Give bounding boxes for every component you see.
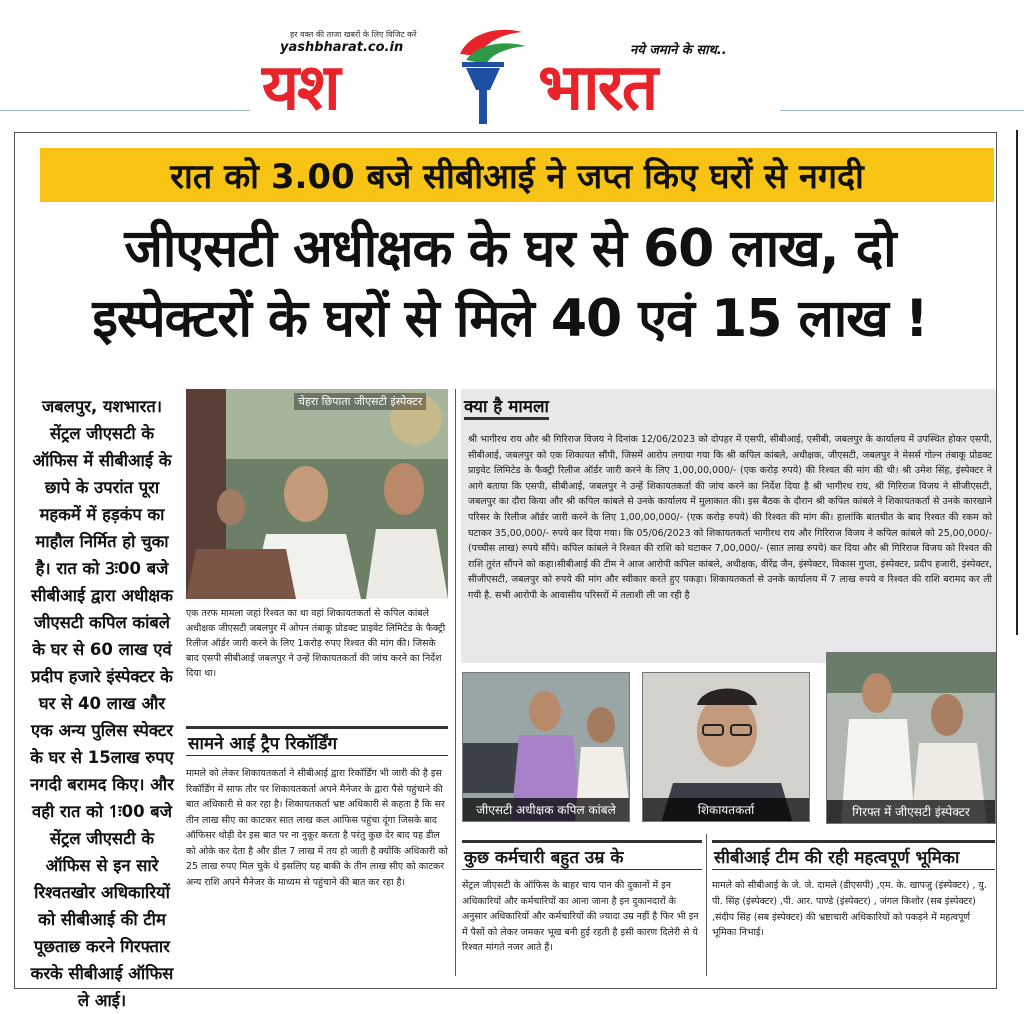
photo1-story-text: एक तरफ मामला जहां रिश्वत का था वहां शिकायतकर्ता से कपिल कांबले अधीक्षक जीएसटी जबलपुर में ओपन तंबाकू प्रोडक्ट प्राइवेट लिमिटेड के फैक्ट्री रिलीज ऑर्डर जारी करने के लिए 1करोड़ रुपए रिश्वत की मांग की। जिसके बाद एसपी सीबीआई जबलपुर ने उन्हें शिकायतकर्ता की जांच करने का निर्देश दिया था। (186, 608, 446, 679)
photo-superintendent (462, 672, 630, 822)
masthead (0, 0, 1024, 125)
masthead-tagline-right: नये जमाने के साथ.. (630, 43, 727, 58)
masthead-rule-left (0, 110, 250, 111)
masthead-rule-right (780, 110, 1024, 111)
photo-caption: गिरफ्त में जीएसटी इंस्पेक्टर (827, 800, 995, 823)
photo-illustration (186, 389, 448, 599)
lead-story-column: जबलपुर, यशभारत। सेंट्रल जीएसटी के ऑफिस में सीबीआई के छापे के उपरांत पूरा महकमें में हड़कंप का माहौल निर्मित हो चुका है। रात को 3ः00 बजे सीबीआई द्वारा अधीक्षक जीएसटी कपिल कांबले के घर से 60 लाख एवं प्रदीप हजारे इंस्पेक्टर के घर से 40 लाख और एक अन्य पुलिस स्पेक्टर के घर से 15लाख रुपए नगदी बरामद किए। और वही रात को 1ः00 बजे सेंट्रल जीएसटी के ऑफिस से इन सारे रिश्वतखोर अधिकारियों को सीबीआई की टीम पूछताछ करने गिरफ्तार करके सीबीआई ऑफिस ले आई। (30, 397, 174, 1010)
column-divider (455, 389, 456, 976)
photo-caption: जीएसटी अधीक्षक कपिल कांबले (463, 798, 629, 821)
photo-caption: शिकायतकर्ता (643, 798, 809, 821)
photo-complainant (642, 672, 810, 822)
headline-line-2: इस्पेक्टरों के घरों से मिले 40 एवं 15 लाख ! (92, 289, 928, 349)
trap-recording-heading: सामने आई ट्रैप रिकॉर्डिंग (186, 726, 448, 756)
trap-recording-text: मामले को लेकर शिकायतकर्ता ने सीबीआई द्वारा रिकॉर्डिंग भी जारी की है इस रिकॉर्डिंग में साफ तौर पर शिकायतकर्ता अपने मैनेजर के द्वारा पैसे पहुंचाने की बात अधिकारी से कर रहा है। शिकायतकर्ता भ्रष्ट अधिकारी से कहता है कि सर तीन लाख सीए का काटकर सात लाख कल आफिस पहुंचा दूंगा जिसके बाद ऑफिसर थोड़ी देर इस बात पर ना नुकूर करता है परंतु कुछ देर बाद यह डील को ओके कर देता है और डील 7 लाख में तय हो जाती है क्योंकि अधिकारी को 25 लाख रुपए मिल चुके थे इसलिए यह बाकी के तीन लाख सीए को काटकर अन्य राशि अपने मैनेजर के माध्यम से पहुंचाने की बात कर रहा है। (186, 768, 448, 888)
case-details-text: श्री भागीरथ राय और श्री गिरिराज विजय ने दिनांक 12/06/2023 को दोपहर में एसपी, सीबीआई, एसीबी, जबलपुर के कार्यालय में उपस्थित होकर एसपी, सीबीआई, जबलपुर को एक शिकायत सौंपी, जिसमें आरोप लगाया गया कि श्री कपिल कांबले, अधीक्षक, जीएसटी, जबलपुर ने मेसर्स गोल्न तंबाकू प्रोडक्ट प्राइवेट लिमिटेड के फैक्ट्री रिलीज ऑर्डर जारी करने के लिए 1,00,00,000/- (एक करोड़ रुपये) की रिश्वत की मांग की थी। श्री उमेश सिंह, इंस्पेक्टर ने आगे बताया कि एसपी, सीबीआई, जबलपुर ने उन्हें शिकायतकर्ता की जांच करने का निर्देश दिया है श्री भागीरथ राय, श्री गिरिराज विजय ने सीजीएसटी, जबलपुर का दौरा किया और श्री कपिल कांबले से उनके कार्यालय में मुलाकात की। इस बैठक के दौरान श्री कपिल कांबले ने शिकायतकर्ता से उनके कारखाने परिसर के रिलीज ऑर्डर जारी करने के लिए 1,00,00,000/- (एक करोड़ रुपये) की रिश्वत की मांग की। हालांकि बातचीत के बाद रिश्वत की रकम को घटाकर 35,00,000/- रुपये कर दिया गया। कि 05/06/2023 को शिकायतकर्ता भागीरथ राय और गिरिराज विजय ने कपिल कांबले को 25,00,000/- (पच्चीस लाख) रुपये सौंपे। कपिल कांबले ने रिश्वत की राशि को घटाकर 7,00,000/- (सात लाख रुपये) कर दिया और श्री गिरिराज विजय को रिश्वत की राशि तुरंत सौंपने को कहा।सीबीआई की टीम ने आज आरोपी कपिल कांबले, अधीक्षक, वीरेंद्र जैन, इंस्पेक्टर, विकास गुप्ता, इंस्पेक्टर, प्रदीप हजारी, इंस्पेक्टर, सीजीएसटी, जबलपुर को रुपये की मांग और स्वीकार करते हुए पकड़ा। शिकायतकर्ता से उनके कार्यालय में 7 लाख रुपये व रिश्वत की राशि बरामद कर ली गयी है. सभी आरोपी के आवासीय परिसरों में तलाशी ली जा रही है (468, 434, 992, 601)
employees-age-heading: कुछ कर्मचारी बहुत उम्र के (462, 840, 702, 870)
photo-inspector-hiding-face (186, 389, 448, 599)
photo-illustration (827, 653, 996, 824)
kicker-headline: रात को 3.00 बजे सीबीआई ने जप्त किए घरों से नगदी (40, 148, 994, 202)
case-details-heading: क्या है मामला (464, 394, 549, 420)
photo-arrested-inspector (826, 652, 996, 824)
masthead-tagline-left: हर वक्त की ताजा खबरों के लिए विजिट करें (290, 30, 417, 39)
headline-line-1: जीएसटी अधीक्षक के घर से 60 लाख, दो (124, 219, 896, 279)
column-divider (706, 834, 707, 976)
site-url[interactable]: yashbharat.co.in (280, 40, 404, 55)
main-headline (20, 214, 1000, 354)
torch-logo-icon (430, 18, 540, 126)
photo-caption: चेहरा छिपाता जीएसटी इंस्पेक्टर (294, 393, 426, 410)
logo-text-left: यश (262, 51, 339, 125)
employees-age-text: सेंट्रल जीएसटी के ऑफिस के बाहर चाय पान की दुकानों में इन अधिकारियों और कर्मचारियों का आना जाना है इन दुकानदारों के अनुसार अधिकारियों और कर्मचारियों की ज्यादा उम्र नहीं है फिर भी इन में पैसों को लेकर जमकर भूख बनी हुई रहती है इसी कारण दिलेरी से ये रिश्वत मांगते नजर आते हैं। (462, 880, 699, 953)
adjacent-column-edge (1016, 130, 1024, 635)
logo-text-right: भारत (538, 51, 657, 125)
cbi-team-heading: सीबीआई टीम की रही महत्वपूर्ण भूमिका (712, 840, 995, 870)
cbi-team-text: मामले को सीबीआई के जे. जे. दामले (डीएसपी) ,एम. के. खापजु (इंस्पेक्टर) , यु. पी. सिंह (इंस्पेक्टर) ,पी. आर. पाण्डे (इंस्पेक्टर) , जंगल किशोर (सब इंस्पेक्टर) ,संदीप सिंह (सब इंस्पेक्टर) की भ्रष्टाचारी अधिकारियों को पकड़ने में महत्वपूर्ण भूमिका निभाई। (712, 880, 987, 939)
